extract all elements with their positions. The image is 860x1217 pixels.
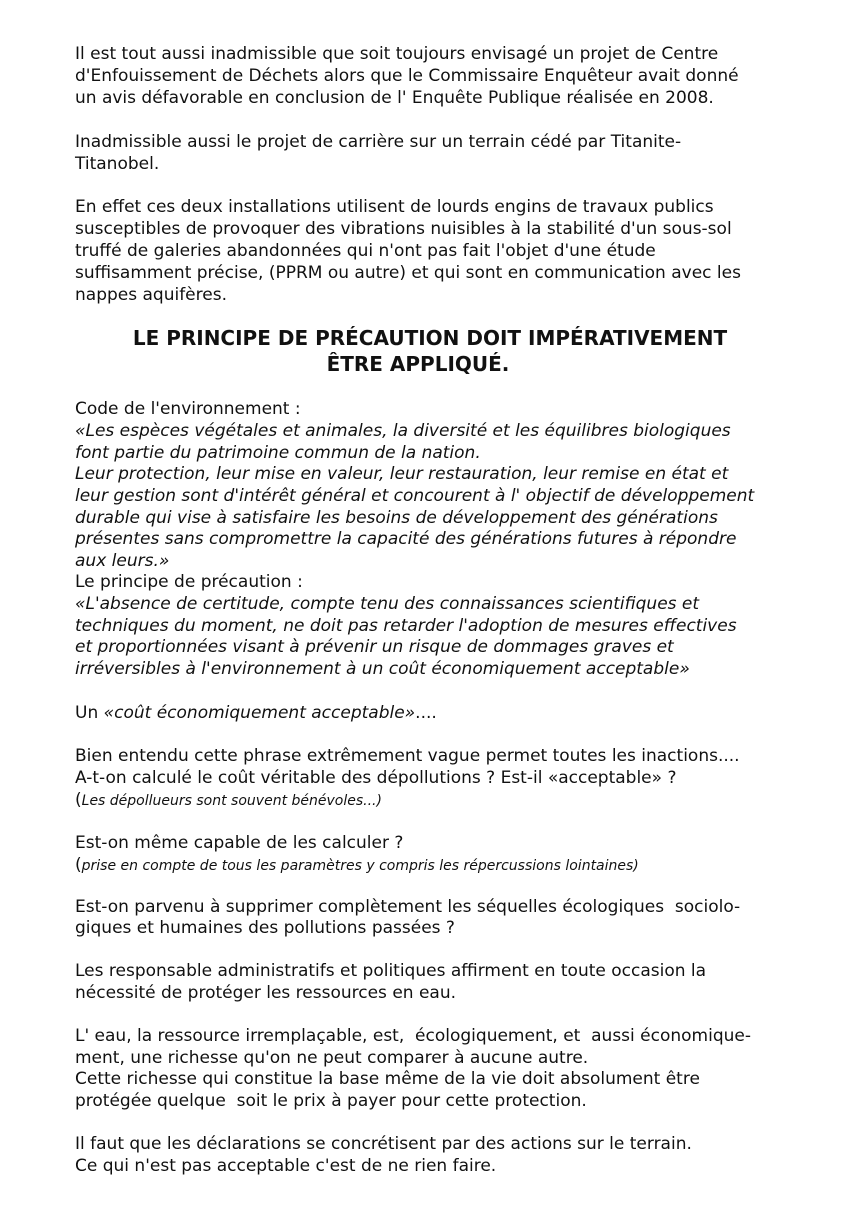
note-line	[75, 789, 382, 812]
cout-line	[75, 702, 437, 724]
cout-italic: «coût économiquement acceptable»	[103, 703, 416, 723]
paragraph-line: Ce qui n'est pas acceptable c'est de ne rien faire.	[75, 1156, 497, 1176]
paragraph-line: suffisamment précise, (PPRM ou autre) et qui sont en communication avec les	[75, 263, 741, 283]
quote-line: irréversibles à l'environnement à un coût économiquement acceptable»	[75, 659, 690, 679]
paragraph-line: En effet ces deux installations utilisent de lourds engins de travaux publics	[75, 197, 714, 217]
paragraph-line: Titanobel.	[75, 154, 160, 174]
quote-label: Code de l'environnement :	[75, 399, 301, 419]
note-open: (	[75, 855, 82, 875]
quote-line: Leur protection, leur mise en valeur, leur restauration, leur remise en état et	[75, 464, 729, 484]
section-heading: ÊTRE APPLIQUÉ.	[326, 352, 510, 376]
paragraph-line: Inadmissible aussi le projet de carrière sur un terrain cédé par Titanite-	[75, 132, 682, 152]
quote-line: aux leurs.»	[75, 551, 170, 571]
paragraph-line: un avis défavorable en conclusion de l' Enquête Publique réalisée en 2008.	[75, 88, 714, 108]
note-text: prise en compte de tous les paramètres y compris les répercussions lointaines)	[81, 858, 639, 874]
paragraph-line: Bien entendu cette phrase extrêmement vague permet toutes les inactions....	[75, 746, 740, 766]
quote-line: techniques du moment, ne doit pas retarder l'adoption de mesures effectives	[75, 616, 737, 636]
paragraph-line: giques et humaines des pollutions passées ?	[75, 918, 455, 938]
paragraph-line: protégée quelque soit le prix à payer pour cette protection.	[75, 1091, 587, 1111]
paragraph-line: nécessité de protéger les ressources en eau.	[75, 983, 457, 1003]
paragraph-line: Il faut que les déclarations se concrétisent par des actions sur le terrain.	[75, 1134, 692, 1154]
quote-line: et proportionnées visant à prévenir un risque de dommages graves et	[75, 637, 674, 657]
quote-line: leur gestion sont d'intérêt général et concourent à l' objectif de développement	[75, 486, 755, 506]
quote-label: Le principe de précaution :	[75, 572, 303, 592]
quote-line: font partie du patrimoine commun de la nation.	[75, 443, 481, 463]
paragraph-line: Est-on même capable de les calculer ?	[75, 833, 404, 853]
cout-suffix: ....	[415, 703, 437, 723]
note-open: (	[75, 790, 82, 810]
paragraph-line: ment, une richesse qu'on ne peut comparer à aucune autre.	[75, 1048, 589, 1068]
section-heading: LE PRINCIPE DE PRÉCAUTION DOIT IMPÉRATIVEMENT	[132, 326, 728, 350]
paragraph-line: Est-on parvenu à supprimer complètement les séquelles écologiques sociolo-	[75, 897, 741, 917]
paragraph-line: nappes aquifères.	[75, 285, 227, 305]
quote-line: «Les espèces végétales et animales, la diversité et les équilibres biologiques	[75, 421, 731, 441]
paragraph-line: L' eau, la ressource irremplaçable, est, écologiquement, et aussi économique-	[75, 1026, 751, 1046]
paragraph-line: A-t-on calculé le coût véritable des dépollutions ? Est-il «acceptable» ?	[75, 768, 677, 788]
paragraph-line: d'Enfouissement de Déchets alors que le Commissaire Enquêteur avait donné	[75, 66, 739, 86]
paragraph-line: Les responsable administratifs et politiques affirment en toute occasion la	[75, 961, 707, 981]
paragraph-line: Il est tout aussi inadmissible que soit toujours envisagé un projet de Centre	[75, 44, 719, 64]
note-text: Les dépollueurs sont souvent bénévoles...)	[81, 793, 382, 809]
paragraph-line: Cette richesse qui constitue la base même de la vie doit absolument être	[75, 1069, 700, 1089]
paragraph-line: truffé de galeries abandonnées qui n'ont pas fait l'objet d'une étude	[75, 241, 656, 261]
cout-prefix: Un	[75, 703, 104, 723]
quote-line: «L'absence de certitude, compte tenu des connaissances scientifiques et	[75, 594, 700, 614]
quote-line: présentes sans compromettre la capacité des générations futures à répondre	[75, 529, 737, 549]
note-line	[75, 854, 639, 877]
paragraph-line: susceptibles de provoquer des vibrations nuisibles à la stabilité d'un sous-sol	[75, 219, 732, 239]
quote-line: durable qui vise à satisfaire les besoins de développement des générations	[75, 508, 718, 528]
